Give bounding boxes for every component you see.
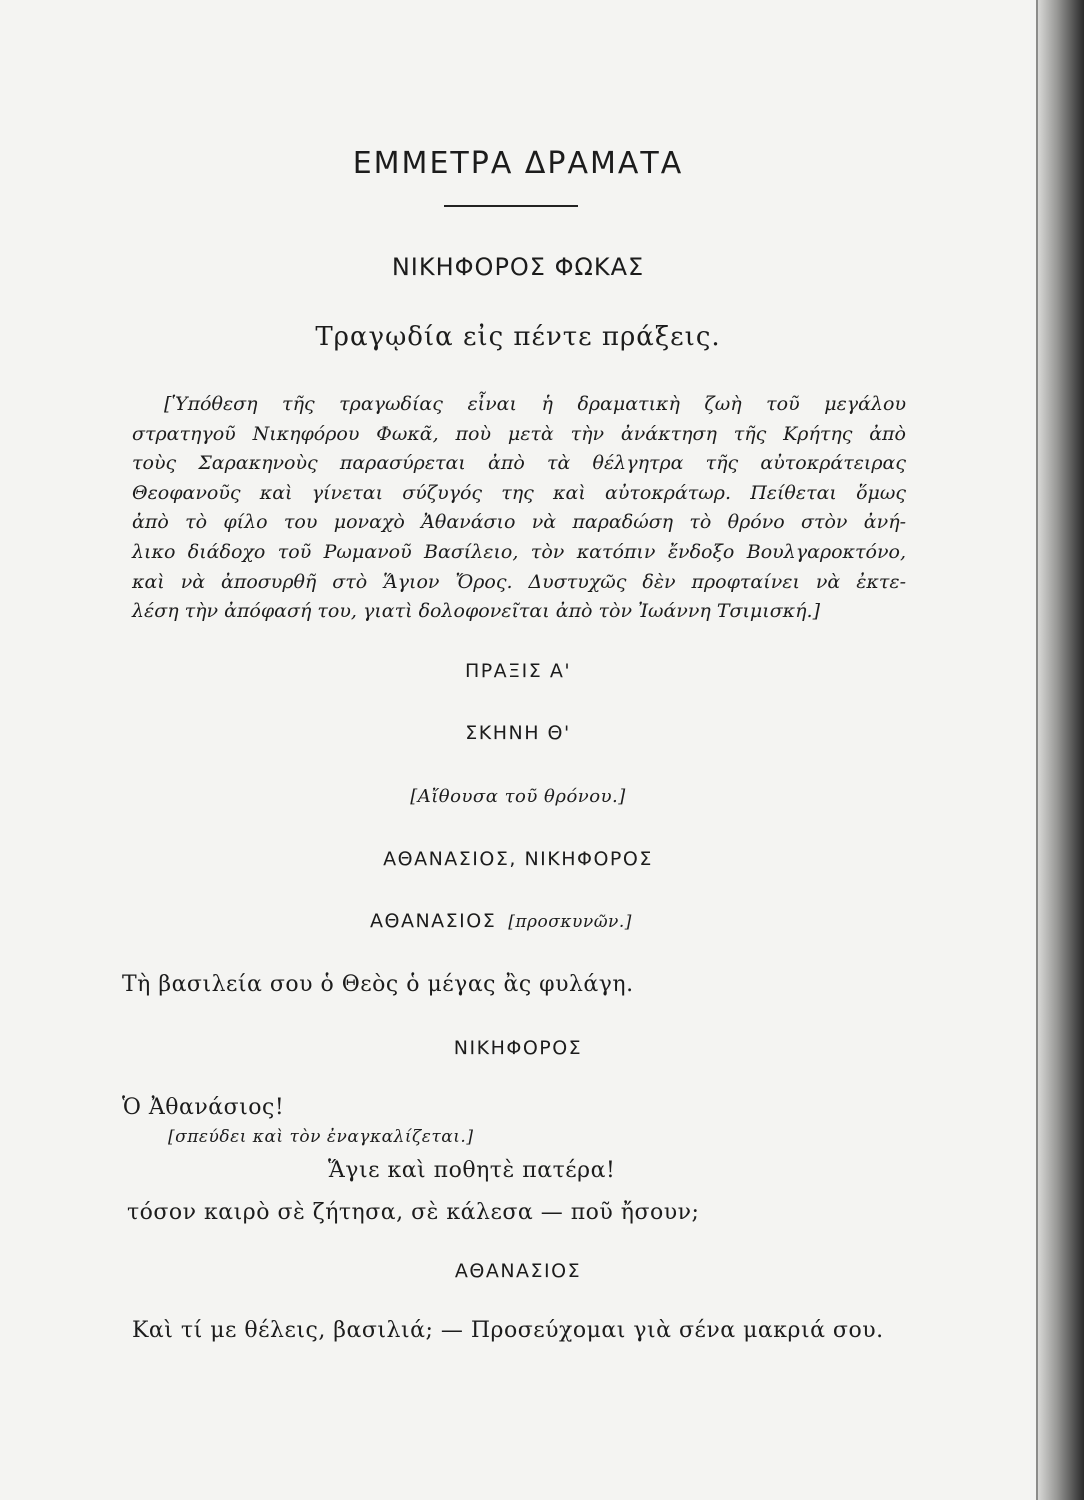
verse-line: τόσον καιρὸ σὲ ζήτησα, σὲ κάλεσα — ποῦ ἤσουν; [127,1200,700,1225]
synopsis-line: στρατηγοῦ Νικηφόρου Φωκᾶ, ποὺ μετὰ τὴν ἀνάκτηση τῆς Κρήτης ἀπὸ [132,422,906,445]
title-divider [444,205,578,207]
verse-line: Ἅγιε καὶ ποθητὲ πατέρα! [328,1158,616,1183]
synopsis [132,390,906,627]
synopsis-line: λέση τὴν ἀπόφασή του, γιατὶ δολοφονεῖται ἀπὸ τὸν Ἰωάννη Τσιμισκή.] [132,600,820,623]
synopsis-line: καὶ νὰ ἀποσυρθῆ στὸ Ἅγιον Ὄρος. Δυστυχῶς δὲν προφταίνει νὰ ἐκτε- [132,570,906,593]
synopsis-line: λικο διάδοχο τοῦ Ρωμανοῦ Βασίλειο, τὸν κατόπιν ἔνδοξο Βουλγαροκτόνο, [132,540,906,563]
character-list: ΑΘΑΝΑΣΙΟΣ, ΝΙΚΗΦΟΡΟΣ [383,848,653,870]
synopsis-line: τοὺς Σαρακηνοὺς παρασύρεται ἀπὸ τὰ θέλγητρα τῆς αὐτοκράτειρας [132,452,906,475]
verse-line: Καὶ τί με θέλεις, βασιλιά; — Προσεύχομαι γιὰ σένα μακριά σου. [132,1318,884,1343]
section-title: ΕΜΜΕΤΡΑ ΔΡΑΜΑΤΑ [352,146,684,181]
synopsis-line: [Ὑπόθεση τῆς τραγωδίας εἶναι ἡ δραματικὴ ζωὴ τοῦ μεγάλου [164,393,906,415]
speaker-name: ΑΘΑΝΑΣΙΟΣ [370,910,497,932]
scene-heading: ΣΚΗΝΗ Θ' [465,722,571,744]
verse-line: Τὴ βασιλεία σου ὁ Θεὸς ὁ μέγας ἂς φυλάγη. [122,972,634,997]
speaker-heading: ΝΙΚΗΦΟΡΟΣ [453,1037,583,1059]
stage-direction: [Αἴθουσα τοῦ θρόνου.] [410,786,626,807]
speaker-heading: ΑΘΑΝΑΣΙΟΣ [454,1260,582,1282]
act-heading: ΠΡΑΞΙΣ Α' [464,660,572,682]
play-subtitle: Τραγῳδία εἰς πέντε πράξεις. [315,322,721,352]
synopsis-line: Θεοφανοῦς καὶ γίνεται σύζυγός της καὶ αὐτοκράτωρ. Πείθεται ὅμως [132,481,906,504]
speaker-heading [370,910,632,932]
inline-stage-direction: [σπεύδει καὶ τὸν ἐναγκαλίζεται.] [168,1127,474,1147]
synopsis-line: ἀπὸ τὸ φίλο του μοναχὸ Ἀθανάσιο νὰ παραδώση τὸ θρόνο στὸν ἀνή- [132,511,906,534]
play-title: ΝΙΚΗΦΟΡΟΣ ΦΩΚΑΣ [391,253,645,281]
page-edge-shadow [1038,0,1084,1500]
verse-line: Ὁ Ἀθανάσιος! [122,1095,285,1120]
speaker-direction: [προσκυνῶν.] [508,912,632,932]
